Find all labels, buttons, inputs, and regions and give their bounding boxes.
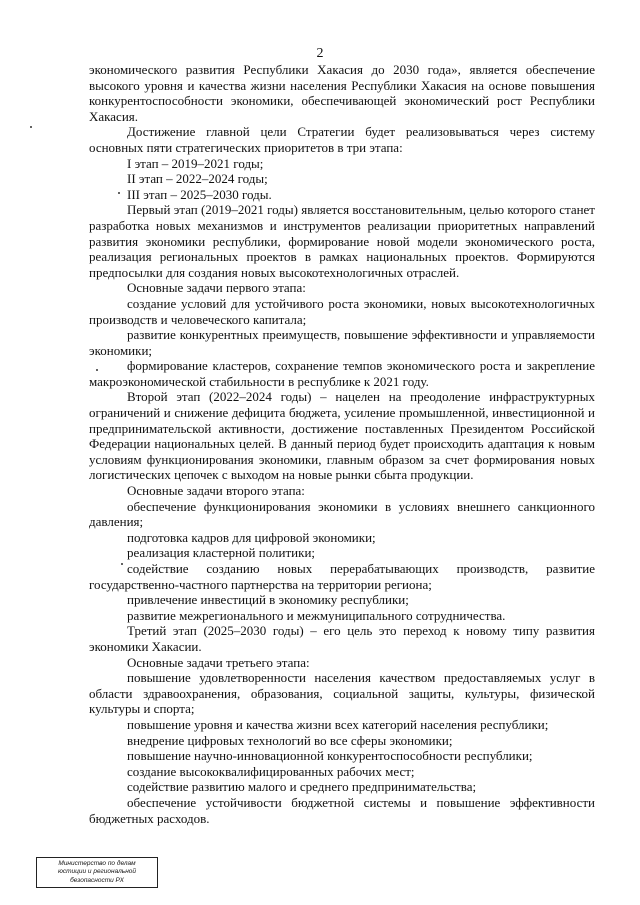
paragraph: II этап – 2022–2024 годы;: [127, 171, 268, 187]
paragraph: подготовка кадров для цифровой экономики;: [127, 529, 376, 545]
ministry-stamp: [36, 857, 158, 888]
paragraph: развитие межрегионального и межмуниципального сотрудничества.: [127, 607, 506, 623]
paragraph: создание условий для устойчивого роста экономики, новых высокотехнологичных производств и человеческого капитала;: [89, 295, 595, 327]
paragraph: Основные задачи первого этапа:: [127, 280, 306, 296]
paragraph: содействие развитию малого и среднего предпринимательства;: [127, 779, 477, 795]
document-body: [89, 62, 595, 826]
stamp-line-1: Министерство по делам: [58, 860, 136, 867]
scan-speck: [96, 369, 98, 371]
paragraph: содействие созданию новых перерабатывающих производств, развитие государственно-частного партнерства на территории региона;: [89, 561, 595, 592]
paragraph: развитие конкурентных преимуществ, повышение эффективности и управляемости экономики;: [89, 327, 595, 358]
paragraph: повышение уровня и качества жизни всех категорий населения республики;: [127, 716, 549, 732]
paragraph: формирование кластеров, сохранение темпов экономического роста и закрепление макроэкономической стабильности в республике к 2021 году.: [89, 358, 595, 389]
paragraph: I этап – 2019–2021 годы;: [127, 155, 264, 171]
stamp-line-2: юстиции и региональной: [57, 868, 137, 876]
stamp-line-3: безопасности РХ: [70, 876, 124, 884]
paragraph: обеспечение устойчивости бюджетной системы и повышение эффективности бюджетных расходов.: [89, 794, 595, 826]
paragraph: создание высококвалифицированных рабочих мест;: [127, 763, 415, 779]
paragraph: III этап – 2025–2030 годы.: [127, 186, 272, 202]
paragraph: Третий этап (2025–2030 годы) – его цель это переход к новому типу развития экономики Хакасии.: [89, 623, 595, 654]
scan-speck: [121, 563, 123, 565]
paragraph: внедрение цифровых технологий во все сферы экономики;: [127, 732, 453, 748]
paragraph: привлечение инвестиций в экономику республики;: [127, 592, 409, 608]
paragraph: Основные задачи третьего этапа:: [127, 654, 310, 670]
paragraph: экономического развития Республики Хакасия до 2030 года», является обеспечение высокого уровня и качества жизни населения Республики Хакасия на основе повышения конкурентоспособности экономики, обеспечивающей экономический рост Республики Хакасия.: [89, 62, 595, 124]
paragraph: повышение удовлетворенности населения качеством предоставляемых услуг в области здравоохранения, образования, социальной защиты, культуры, физической культуры и спорта;: [89, 670, 595, 717]
paragraph: Первый этап (2019–2021 годы) является восстановительным, целью которого станет разработка новых механизмов и инструментов реализации приоритетных направлений развития экономики республики, формирование новой модели экономического роста, реализация региональных проектов в рамках национальных проектов. Формируются предпосылки для создания новых высокотехнологичных отраслей.: [89, 202, 595, 280]
paragraph: Основные задачи второго этапа:: [127, 483, 305, 499]
scan-speck: [118, 192, 120, 194]
paragraph: повышение научно-инновационной конкурентоспособности республики;: [127, 748, 533, 764]
paragraph: Достижение главной цели Стратегии будет реализовываться через систему основных пяти стратегических приоритетов в три этапа:: [89, 124, 595, 155]
page-number: 2: [316, 46, 324, 61]
paragraph: Второй этап (2022–2024 годы) – нацелен на преодоление инфраструктурных ограничений и снижение дефицита бюджета, усиление промышленной, инвестиционной и предпринимательской активности, достижение поставленных Президентом Российской Федерации национальных целей. В данный период будет происходить адаптация к новым условиям функционирования экономики, главным образом за счет формирования новых логистических цепочек с выходом на новые рынки сбыта продукции.: [89, 389, 595, 483]
scan-speck: [30, 126, 32, 128]
paragraph: обеспечение функционирования экономики в условиях внешнего санкционного давления;: [89, 498, 595, 530]
paragraph: реализация кластерной политики;: [127, 545, 316, 561]
